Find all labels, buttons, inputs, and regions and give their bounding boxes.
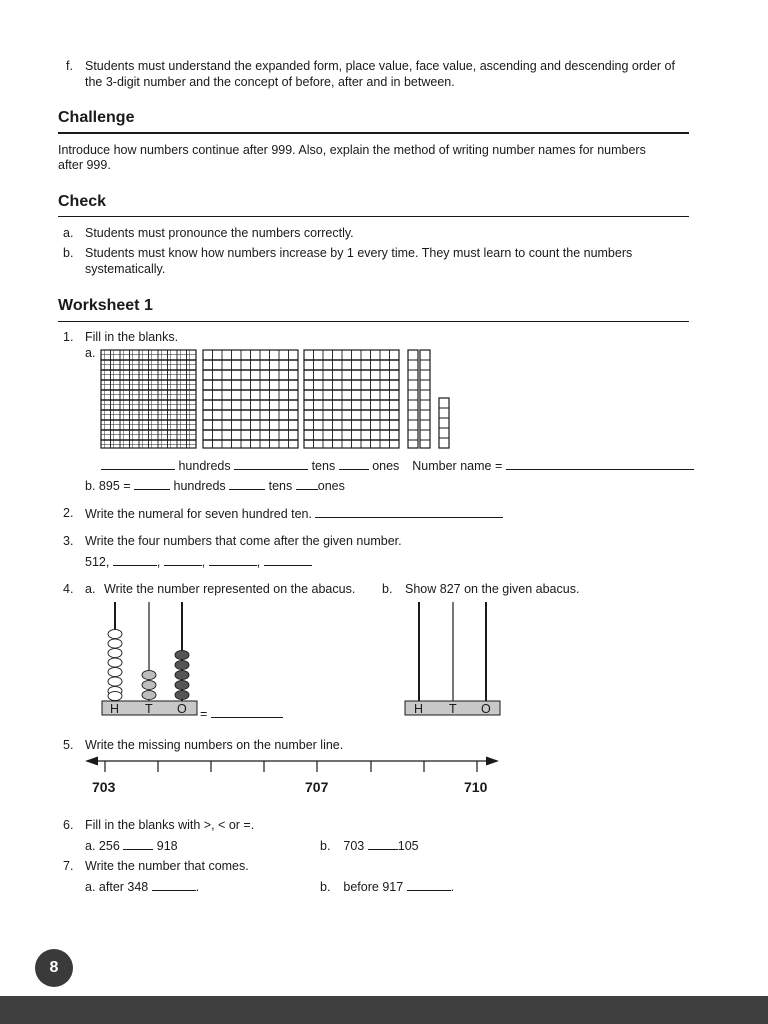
abacus-a-answer: [200, 705, 283, 722]
q7-b-blank[interactable]: [407, 878, 451, 891]
q7-b-marker: b.: [320, 880, 331, 894]
worksheet-rule: [58, 321, 689, 322]
ten-rod: [420, 350, 430, 448]
q6-b-left: 703: [343, 839, 365, 853]
hundreds-beads: [108, 629, 122, 700]
number-line-ticks: [105, 761, 477, 772]
item-f-marker: f.: [66, 59, 73, 73]
page-number: 8: [35, 949, 73, 987]
base-ten-blocks: [95, 345, 465, 455]
q6-number: 6.: [63, 818, 74, 832]
footer-bar: [0, 996, 768, 1024]
q6-b-blank[interactable]: [368, 837, 398, 850]
check-rule: [58, 216, 689, 217]
tens-beads: [142, 670, 156, 699]
q5-number: 5.: [63, 738, 74, 752]
ones-label: ones: [372, 459, 400, 473]
q6-a-left: 256: [98, 839, 120, 853]
q7-text: Write the number that comes.: [85, 859, 249, 873]
q1-number: 1.: [63, 330, 74, 344]
q4-b-marker: b.: [382, 582, 393, 596]
q5-text: Write the missing numbers on the number line.: [85, 738, 344, 752]
check-b-line1: Students must know how numbers increase by 1 every time. They must learn to count the numbers: [85, 246, 633, 260]
q3-text: Write the four numbers that come after the given number.: [85, 534, 402, 548]
q6-a-right: 918: [156, 839, 178, 853]
number-line-label-707: 707: [305, 779, 329, 795]
q6-a-blank[interactable]: [123, 837, 153, 850]
b-ones-blank[interactable]: [296, 477, 318, 490]
q2-text: Write the numeral for seven hundred ten.: [85, 507, 312, 521]
q1-text: Fill in the blanks.: [85, 330, 179, 344]
abacus-b-t: T: [449, 702, 457, 716]
equals-sign: =: [200, 707, 208, 721]
q6-b: [320, 837, 419, 854]
q7-a-text: after 348: [98, 880, 149, 894]
b-tens-blank[interactable]: [229, 477, 265, 490]
q7-a-marker: a.: [85, 880, 96, 894]
b-ones-label: ones: [317, 479, 345, 493]
number-line-label-703: 703: [92, 779, 116, 795]
b-hundreds-blank[interactable]: [134, 477, 170, 490]
q7-a: a. after 348 .: [85, 880, 200, 894]
abacus-a-o: O: [177, 702, 187, 716]
q2-line: [85, 505, 503, 522]
q1-b-prefix: 895 =: [98, 479, 131, 493]
q1-a-marker: a.: [85, 346, 96, 360]
hundred-block: [304, 350, 399, 448]
abacus-answer-blank[interactable]: [211, 705, 283, 718]
check-b-line2: systematically.: [85, 262, 166, 276]
number-name-blank[interactable]: [506, 457, 694, 470]
item-f-line1: Students must understand the expanded form, place value, face value, ascending and descending order of: [85, 59, 675, 73]
q7-b: b. before 917 .: [320, 880, 455, 894]
worksheet-heading: Worksheet 1: [58, 297, 153, 314]
q4-number: 4.: [63, 582, 74, 596]
hundreds-label: hundreds: [178, 459, 231, 473]
abacus-a-h: H: [110, 702, 120, 716]
challenge-line1: Introduce how numbers continue after 999. Also, explain the method of writing number names for numbers: [58, 143, 646, 157]
ten-rod: [408, 350, 418, 448]
b-hundreds-label: hundreds: [173, 479, 226, 493]
tens-label: tens: [311, 459, 336, 473]
q1-b-marker: b.: [85, 479, 96, 493]
check-b-marker: b.: [63, 246, 74, 260]
number-name-label: Number name =: [412, 459, 503, 473]
hundreds-blank[interactable]: [101, 457, 175, 470]
abacus-b-h: H: [414, 702, 424, 716]
q1-b-line: [85, 477, 345, 494]
abacus-a-t: T: [145, 702, 153, 716]
check-a-marker: a.: [63, 226, 74, 240]
ones-beads: [175, 650, 189, 699]
q3-number: 3.: [63, 534, 74, 548]
hundred-block: [101, 350, 196, 448]
hundred-block: [203, 350, 298, 448]
q4-a-marker: a.: [85, 582, 96, 596]
q4-b-text: Show 827 on the given abacus.: [405, 582, 580, 596]
q7-a-blank[interactable]: [152, 878, 196, 891]
challenge-line2: after 999.: [58, 158, 111, 172]
q6-b-marker: b.: [320, 839, 331, 853]
q6-text: Fill in the blanks with >, < or =.: [85, 818, 255, 832]
check-a-text: Students must pronounce the numbers correctly.: [85, 226, 354, 240]
q3-blank-1[interactable]: [113, 553, 157, 566]
q7-b-text: before 917: [343, 880, 404, 894]
q4-a-text: Write the number represented on the abacus.: [104, 582, 356, 596]
check-heading: Check: [58, 193, 107, 210]
q2-number: 2.: [63, 506, 74, 520]
q7-number: 7.: [63, 859, 74, 873]
q6-a-marker: a.: [85, 839, 96, 853]
q3-given: 512,: [85, 555, 110, 569]
item-f-line2: the 3-digit number and the concept of before, after and in between.: [85, 75, 455, 89]
challenge-rule: [58, 132, 689, 134]
q3-blank-2[interactable]: [164, 553, 202, 566]
ones-blank[interactable]: [339, 457, 369, 470]
tens-blank[interactable]: [234, 457, 308, 470]
q2-blank[interactable]: [315, 505, 503, 518]
b-tens-label: tens: [268, 479, 293, 493]
q1-a-answer-line: [101, 457, 694, 474]
q3-answer-line: 512, , , ,: [85, 553, 312, 570]
q3-blank-3[interactable]: [209, 553, 257, 566]
abacus-b-o: O: [481, 702, 491, 716]
q3-blank-4[interactable]: [264, 553, 312, 566]
number-line: [80, 752, 510, 777]
one-cubes: [439, 398, 449, 448]
q6-b-right: 105: [397, 839, 419, 853]
challenge-heading: Challenge: [58, 109, 135, 126]
q6-a: [85, 837, 178, 854]
number-line-label-710: 710: [464, 779, 488, 795]
